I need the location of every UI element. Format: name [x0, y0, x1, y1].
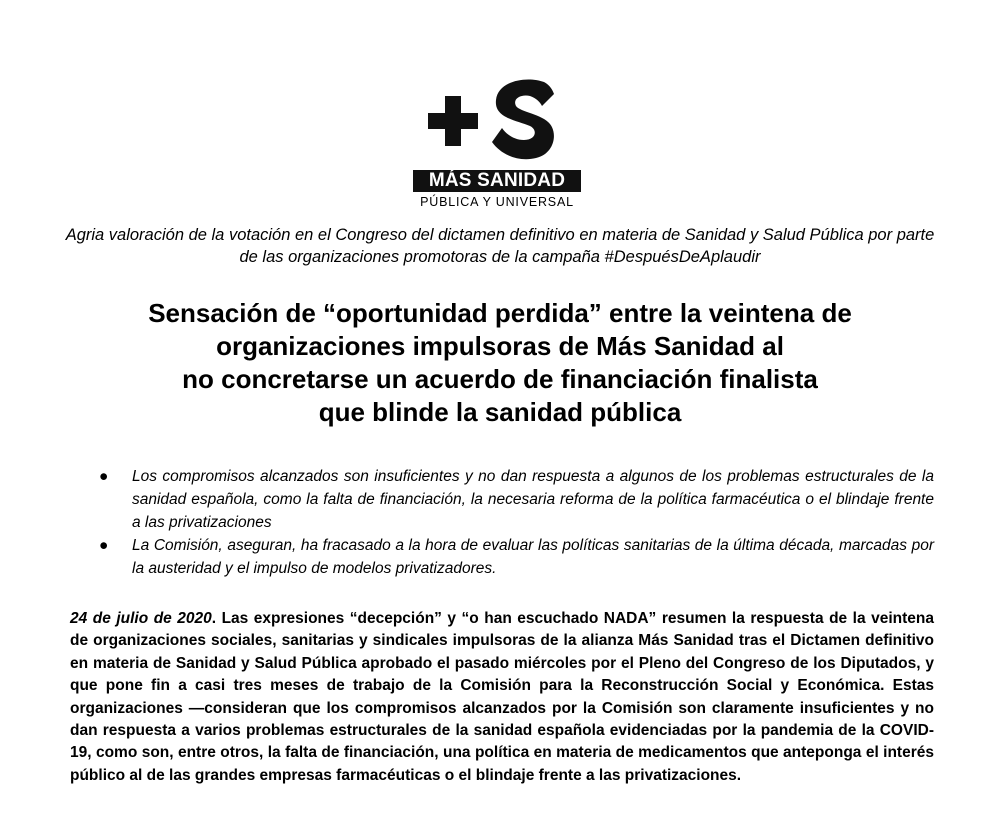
key-point-item: [96, 534, 934, 580]
mas-sanidad-logo: [412, 78, 582, 212]
logo-brand-band: MÁS SANIDAD: [413, 170, 581, 192]
headline-line: no concretarse un acuerdo de financiación finalista: [182, 364, 818, 394]
headline-line: Sensación de “oportunidad perdida” entre la veintena de: [148, 298, 852, 328]
logo-tagline: PÚBLICA Y UNIVERSAL: [420, 195, 574, 209]
key-point-text: La Comisión, aseguran, ha fracasado a la hora de evaluar las políticas sanitarias de la última década, marcadas por la austeridad y el impulso de modelos privatizadores.: [132, 537, 934, 577]
document-subtitle: Agria valoración de la votación en el Congreso del dictamen definitivo en materia de Sanidad y Salud Pública por parte de las organizaciones promotoras de la campaña #DespuésDeAplaudir: [65, 226, 935, 266]
body-paragraph: [70, 608, 934, 787]
key-point-item: [96, 465, 934, 534]
body-date: 24 de julio de 2020: [70, 610, 212, 627]
key-point-text: Los compromisos alcanzados son insuficientes y no dan respuesta a algunos de los problemas estructurales de la sanidad española, como la falta de financiación, la necesaria reforma de la política farmacéutica o el blindaje frente a las privatizaciones: [132, 468, 934, 531]
bullet-dot-icon: ●: [99, 537, 109, 554]
bullet-dot-icon: ●: [99, 468, 109, 485]
headline-line: que blinde la sanidad pública: [318, 397, 682, 427]
headline-line: organizaciones impulsoras de Más Sanidad al: [216, 331, 784, 361]
headline: [40, 297, 960, 429]
body-text: . Las expresiones “decepción” y “o han escuchado NADA” resumen la respuesta de la veintena de organizaciones sociales, sanitarias y sindicales impulsoras de la alianza Más Sanidad tras el Dictamen definitivo en materia de Sanidad y Salud Pública aprobado el pasado miércoles por el Pleno del Congreso de los Diputados, y que pone fin a casi tres meses de trabajo de la Comisión para la Reconstrucción Social y Económica. Estas organizaciones —consideran que los compromisos alcanzados por la Comisión son claramente insuficientes y no dan respuesta a varios problemas estructurales de la sanidad española evidenciadas por la pandemia de la COVID-19, como son, entre otros, la falta de financiación, una política en materia de medicamentos que anteponga el interés público al de las grandes empresas farmacéuticas o el blindaje frente a las privatizaciones.: [70, 610, 934, 784]
plus-s-logo-mark: [412, 78, 582, 164]
key-points-list: [96, 465, 934, 580]
